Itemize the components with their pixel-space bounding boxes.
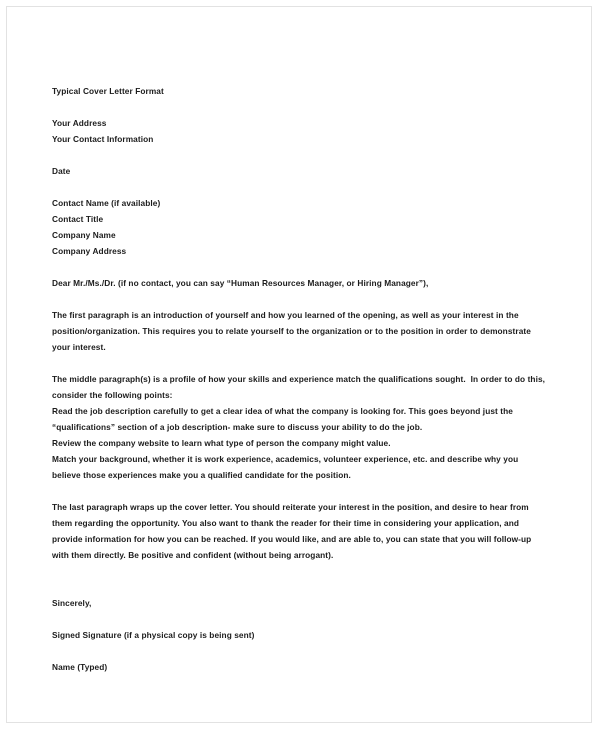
middle-paragraph-point: Match your background, whether it is work experience, academics, volunteer experience, etc. and describe why you believe those experiences make you a qualified candidate for the position. xyxy=(52,454,521,480)
salutation-line: Dear Mr./Ms./Dr. (if no contact, you can say “Human Resources Manager, or Hiring Manager”), xyxy=(52,278,429,288)
spacer xyxy=(52,179,549,195)
closing-line: Sincerely, xyxy=(52,598,92,608)
date-line: Date xyxy=(52,166,71,176)
spacer xyxy=(52,259,549,275)
recipient-company-address: Company Address xyxy=(52,246,127,256)
spacer xyxy=(52,291,549,307)
recipient-company-name: Company Name xyxy=(52,230,116,240)
spacer xyxy=(52,611,549,627)
spacer xyxy=(52,563,549,595)
last-paragraph: The last paragraph wraps up the cover letter. You should reiterate your interest in the position, and desire to hear from them regarding the opportunity. You also want to thank the reader for their time in considering your application, and provide information for how you can be reached. If you would like, and are able to, you can state that you will follow-up with them directly. Be positive and confident (without being arrogant). xyxy=(52,502,534,560)
recipient-contact-title: Contact Title xyxy=(52,214,104,224)
document-page xyxy=(6,6,592,723)
spacer xyxy=(52,355,549,371)
spacer xyxy=(52,147,549,163)
middle-paragraph-point: Read the job description carefully to get a clear idea of what the company is looking for. This goes beyond just the “qualifications” section of a job description- make sure to discuss your ability to do the job. xyxy=(52,406,516,432)
typed-name-line: Name (Typed) xyxy=(52,662,108,672)
spacer xyxy=(52,99,549,115)
document-content xyxy=(52,83,549,675)
document-title: Typical Cover Letter Format xyxy=(52,86,164,96)
spacer xyxy=(52,483,549,499)
middle-paragraph-point: Review the company website to learn what type of person the company might value. xyxy=(52,438,391,448)
first-paragraph: The first paragraph is an introduction of yourself and how you learned of the opening, as well as your interest in the position/organization. This requires you to relate yourself to the organization or to the position in order to demonstrate your interest. xyxy=(52,310,534,352)
middle-paragraph-intro: The middle paragraph(s) is a profile of how your skills and experience match the qualifications sought. In order to do this, consider the following points: xyxy=(52,374,548,400)
signature-line: Signed Signature (if a physical copy is being sent) xyxy=(52,630,255,640)
recipient-contact-name: Contact Name (if available) xyxy=(52,198,161,208)
sender-address-line: Your Address xyxy=(52,118,107,128)
spacer xyxy=(52,643,549,659)
sender-contact-line: Your Contact Information xyxy=(52,134,154,144)
